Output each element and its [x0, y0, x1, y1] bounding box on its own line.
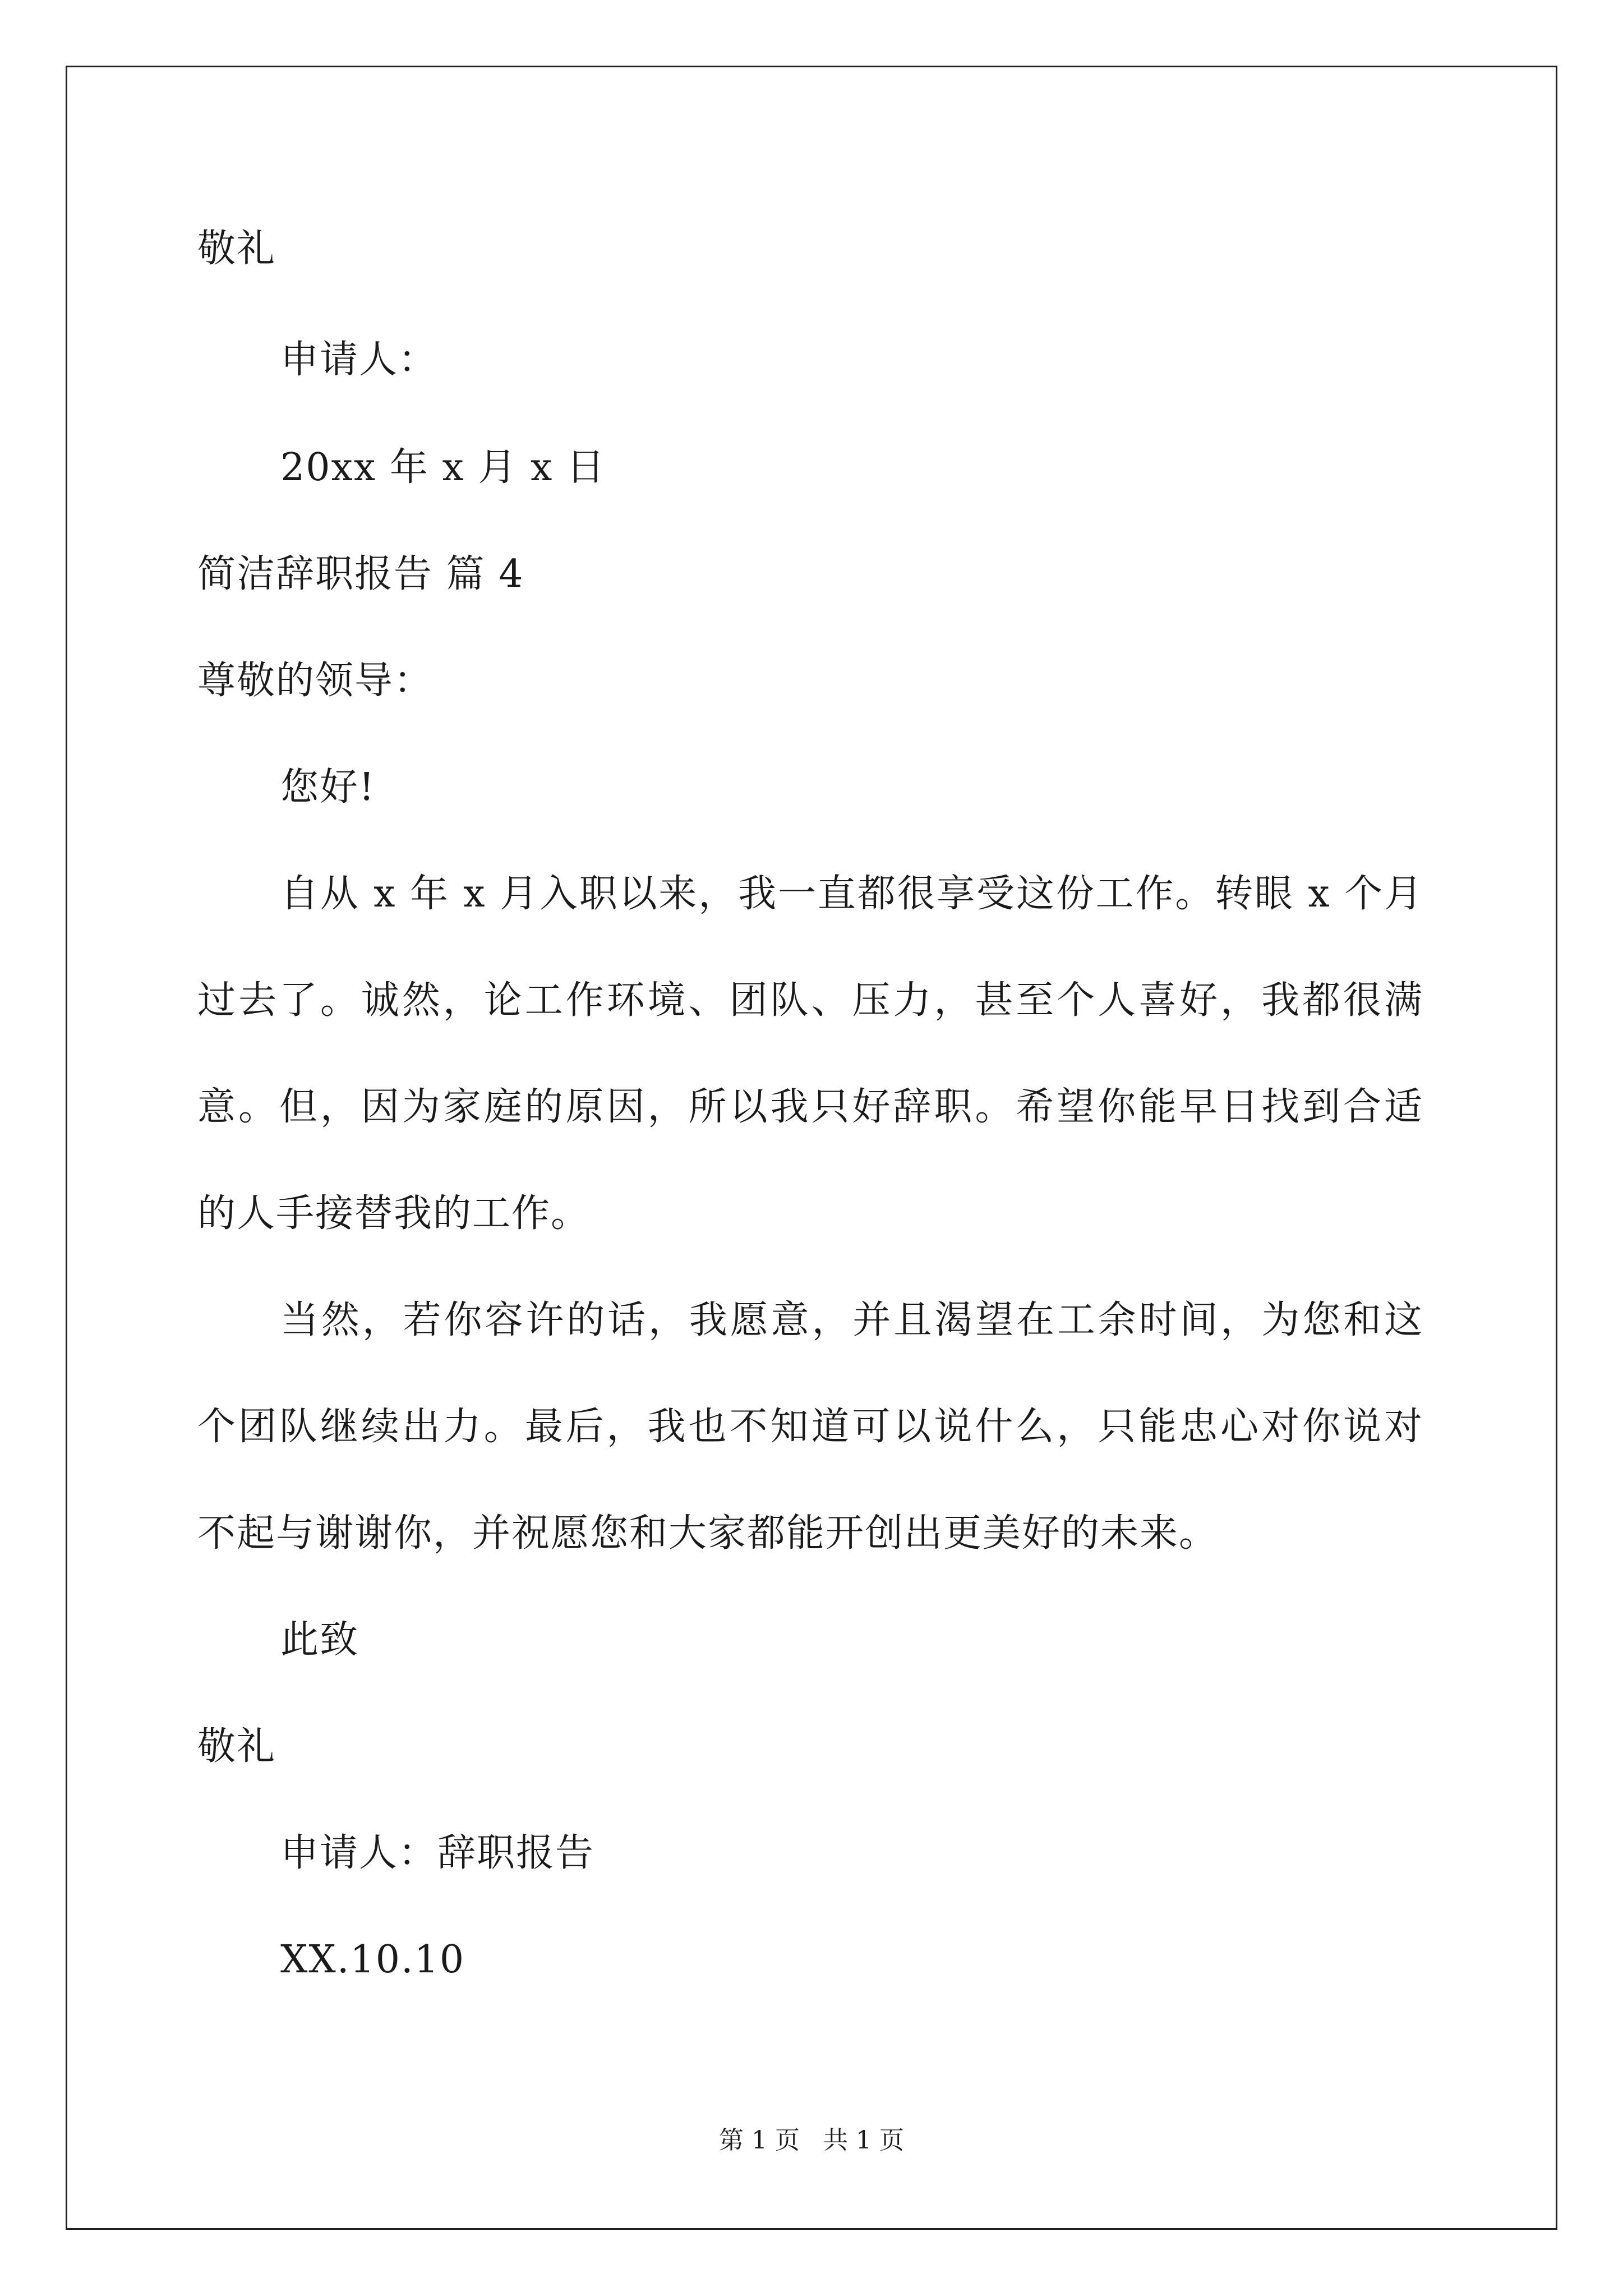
- page-footer: 第 1 页 共 1 页: [719, 2126, 904, 2155]
- body-paragraph-1-line-4: 的人手接替我的工作。: [197, 1191, 591, 1236]
- applicant-signature: 申请人：辞职报告: [280, 1831, 595, 1875]
- section-title: 简洁辞职报告 篇 4: [197, 552, 524, 596]
- body-paragraph-1-line-2: 过去了。诚然，论工作环境、团队、压力，甚至个人喜好，我都很满: [197, 978, 1423, 1023]
- recipient-line: 尊敬的领导：: [197, 659, 434, 703]
- applicant-label: 申请人：: [280, 338, 438, 382]
- greeting-line: 您好!: [280, 765, 376, 809]
- page-border: [66, 66, 1557, 2230]
- body-paragraph-2-line-1: 当然，若你容许的话，我愿意，并且渴望在工余时间，为您和这: [280, 1298, 1423, 1342]
- salutation-regards: 敬礼: [197, 227, 276, 271]
- date-line: 20xx 年 x 月 x 日: [280, 445, 606, 490]
- body-paragraph-1-line-1: 自从 x 年 x 月入职以来，我一直都很享受这份工作。转眼 x 个月: [280, 872, 1423, 916]
- closing-date: XX.10.10: [280, 1938, 465, 1982]
- body-paragraph-2-line-3: 不起与谢谢你，并祝愿您和大家都能开创出更美好的未来。: [197, 1511, 1219, 1556]
- salutation-regards-2: 敬礼: [197, 1724, 276, 1769]
- body-paragraph-2-line-2: 个团队继续出力。最后，我也不知道可以说什么，只能忠心对你说对: [197, 1405, 1423, 1449]
- regards-opening: 此致: [280, 1618, 359, 1662]
- body-paragraph-1-line-3: 意。但，因为家庭的原因，所以我只好辞职。希望你能早日找到合适: [197, 1085, 1423, 1129]
